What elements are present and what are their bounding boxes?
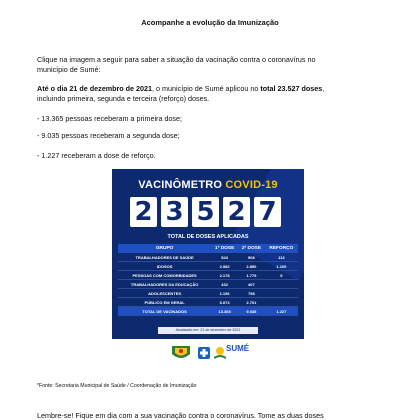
sume-logo — [214, 343, 254, 363]
table-header: 1ª DOSE — [211, 244, 238, 253]
cut-off-paragraph: Lembre-se! Fique em dia com a sua vacinação contra o coronavírus. Tome as duas doses — [37, 411, 324, 420]
summary-total: total 23.527 doses — [260, 84, 323, 93]
table-row: PESSOAS COM COMORBIDADES 2.178 1.779 5 — [118, 271, 298, 280]
counter-digit: 3 — [161, 197, 188, 227]
intro-line-2: município de Sumé: — [37, 65, 101, 74]
list-item: - 13.365 pessoas receberam a primeira dose; — [37, 114, 183, 123]
municipal-crest-icon — [170, 344, 192, 362]
summary-mid: , o município de Sumé aplicou no — [152, 84, 261, 93]
counter-digit: 7 — [254, 197, 281, 227]
sume-logo-text: SUMÉ — [226, 344, 250, 353]
total-doses-label: TOTAL DE DOSES APLICADAS — [167, 234, 249, 240]
summary-date: Até o dia 21 de dezembro de 2021 — [37, 84, 153, 93]
table-header: GRUPO — [118, 244, 211, 253]
vaccination-table — [118, 244, 298, 316]
table-row: IDOSOS 2.982 2.850 1.109 — [118, 262, 298, 271]
vaccinometer-image[interactable] — [112, 169, 304, 367]
intro-paragraph — [37, 55, 387, 75]
table-header: REFORÇO — [265, 244, 298, 253]
dose-counter — [130, 197, 281, 227]
counter-digit: 5 — [192, 197, 219, 227]
updated-date: Atualizado em: 21 de dezembro de 2021 — [158, 327, 258, 334]
counter-digit: 2 — [223, 197, 250, 227]
sun-icon — [214, 343, 226, 363]
table-row: ADOLESCENTES 1.156 798 — [118, 289, 298, 298]
table-total-row: TOTAL DE VACINADOS 13.365 9.035 1.227 — [118, 307, 298, 316]
vaccinometer-title: VACINÔMETRO COVID-19 — [138, 179, 278, 191]
table-header: 2ª DOSE — [238, 244, 265, 253]
summary-end: , — [322, 84, 325, 93]
list-item: - 9.035 pessoas receberam a segunda dose; — [37, 131, 180, 140]
summary-line-2: incluindo primeira, segunda e terceira (reforço) doses. — [37, 94, 210, 103]
table-row: TRABALHADORES DA EDUCAÇÃO 432 407 — [118, 280, 298, 289]
health-logo-icon — [197, 345, 211, 361]
table-row: TRABALHADORES DE SAÚDE 543 508 113 — [118, 253, 298, 262]
counter-digit: 2 — [130, 197, 157, 227]
list-item: - 1.227 receberam a dose de reforço. — [37, 151, 156, 160]
source-note: *Fonte: Secretaria Municipal de Saúde / Coordenação de Imunização — [37, 383, 197, 389]
intro-line-1: Clique na imagem a seguir para saber a situação da vacinação contra o coronavírus no — [37, 55, 316, 64]
summary-paragraph — [37, 84, 387, 104]
logo-strip — [112, 339, 304, 367]
article-title: Acompanhe a evolução da Imunização — [141, 18, 279, 27]
table-row: PÚBLICO EM GERAL 6.074 2.701 — [118, 298, 298, 307]
